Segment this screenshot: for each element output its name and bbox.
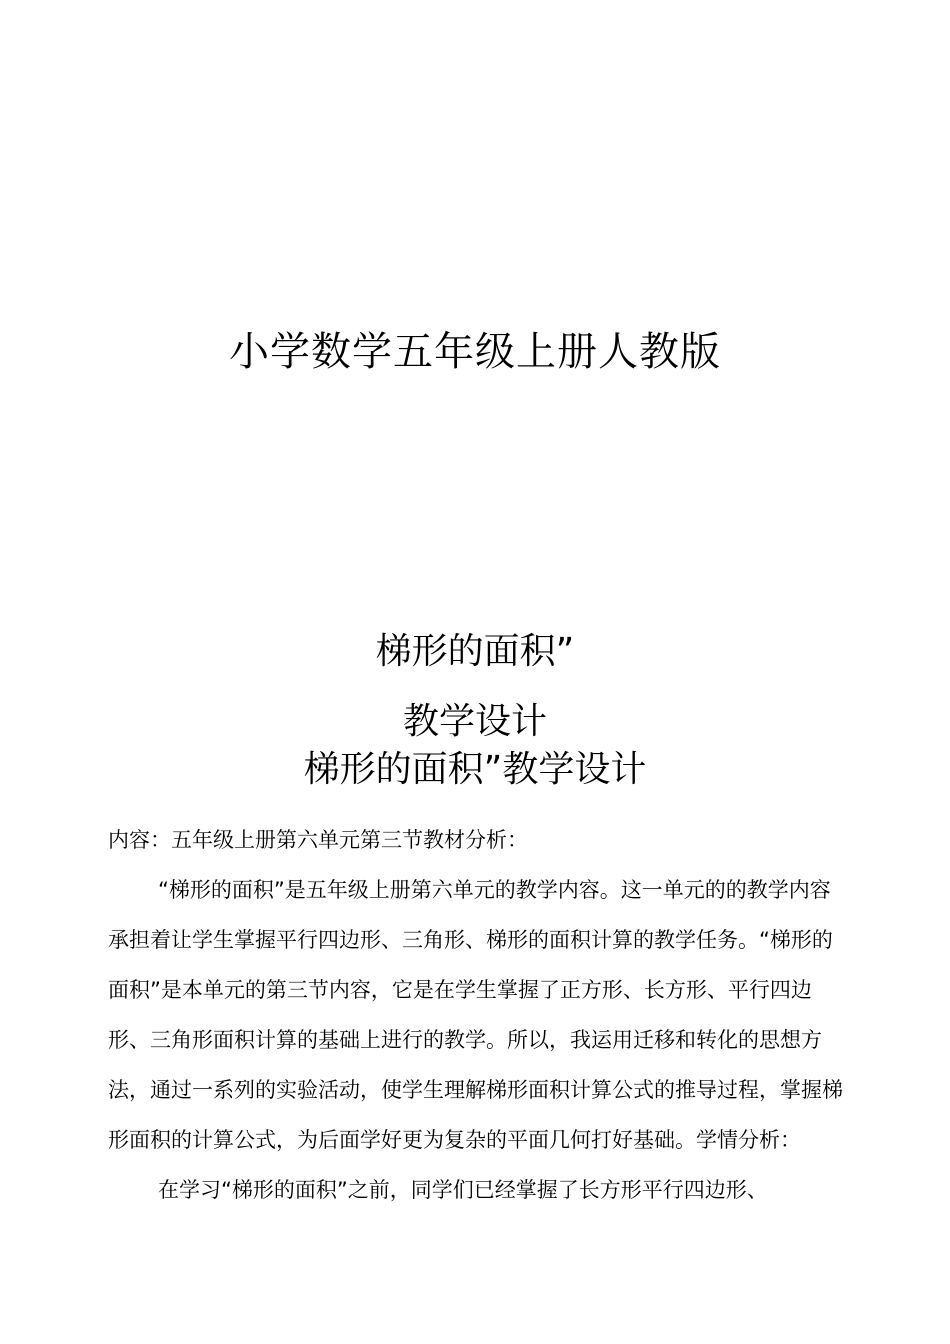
body-text xyxy=(108,815,848,1215)
lesson-title-line-3: 梯形的面积”教学设计 xyxy=(303,749,647,790)
series-title: 小学数学五年级上册人教版 xyxy=(229,329,721,375)
lesson-title-line-2: 教学设计 xyxy=(402,701,547,742)
lesson-title-line-1: 梯形的面积” xyxy=(375,631,575,672)
content-line: 内容：五年级上册第六单元第三节教材分析： xyxy=(108,828,528,852)
student-analysis-paragraph: 在学习“梯形的面积”之前，同学们已经掌握了长方形平行四边形、 xyxy=(158,1178,768,1202)
textbook-analysis-paragraph: “梯形的面积”是五年级上册第六单元的教学内容。这一单元的的教学内容承担着让学生掌握平行四边形、三角形、梯形的面积计算的教学任务。“梯形的面积”是本单元的第三节内容，它是在学生掌握了正方形、长方形、平行四边形、三角形面积计算的基础上进行的教学。所以，我运用迁移和转化的思想方法，通过一系列的实验活动，使学生理解梯形面积计算公式的推导过程，掌握梯形面积的计算公式，为后面学好更为复杂的平面几何打好基础。学情分析： xyxy=(108,878,843,1152)
